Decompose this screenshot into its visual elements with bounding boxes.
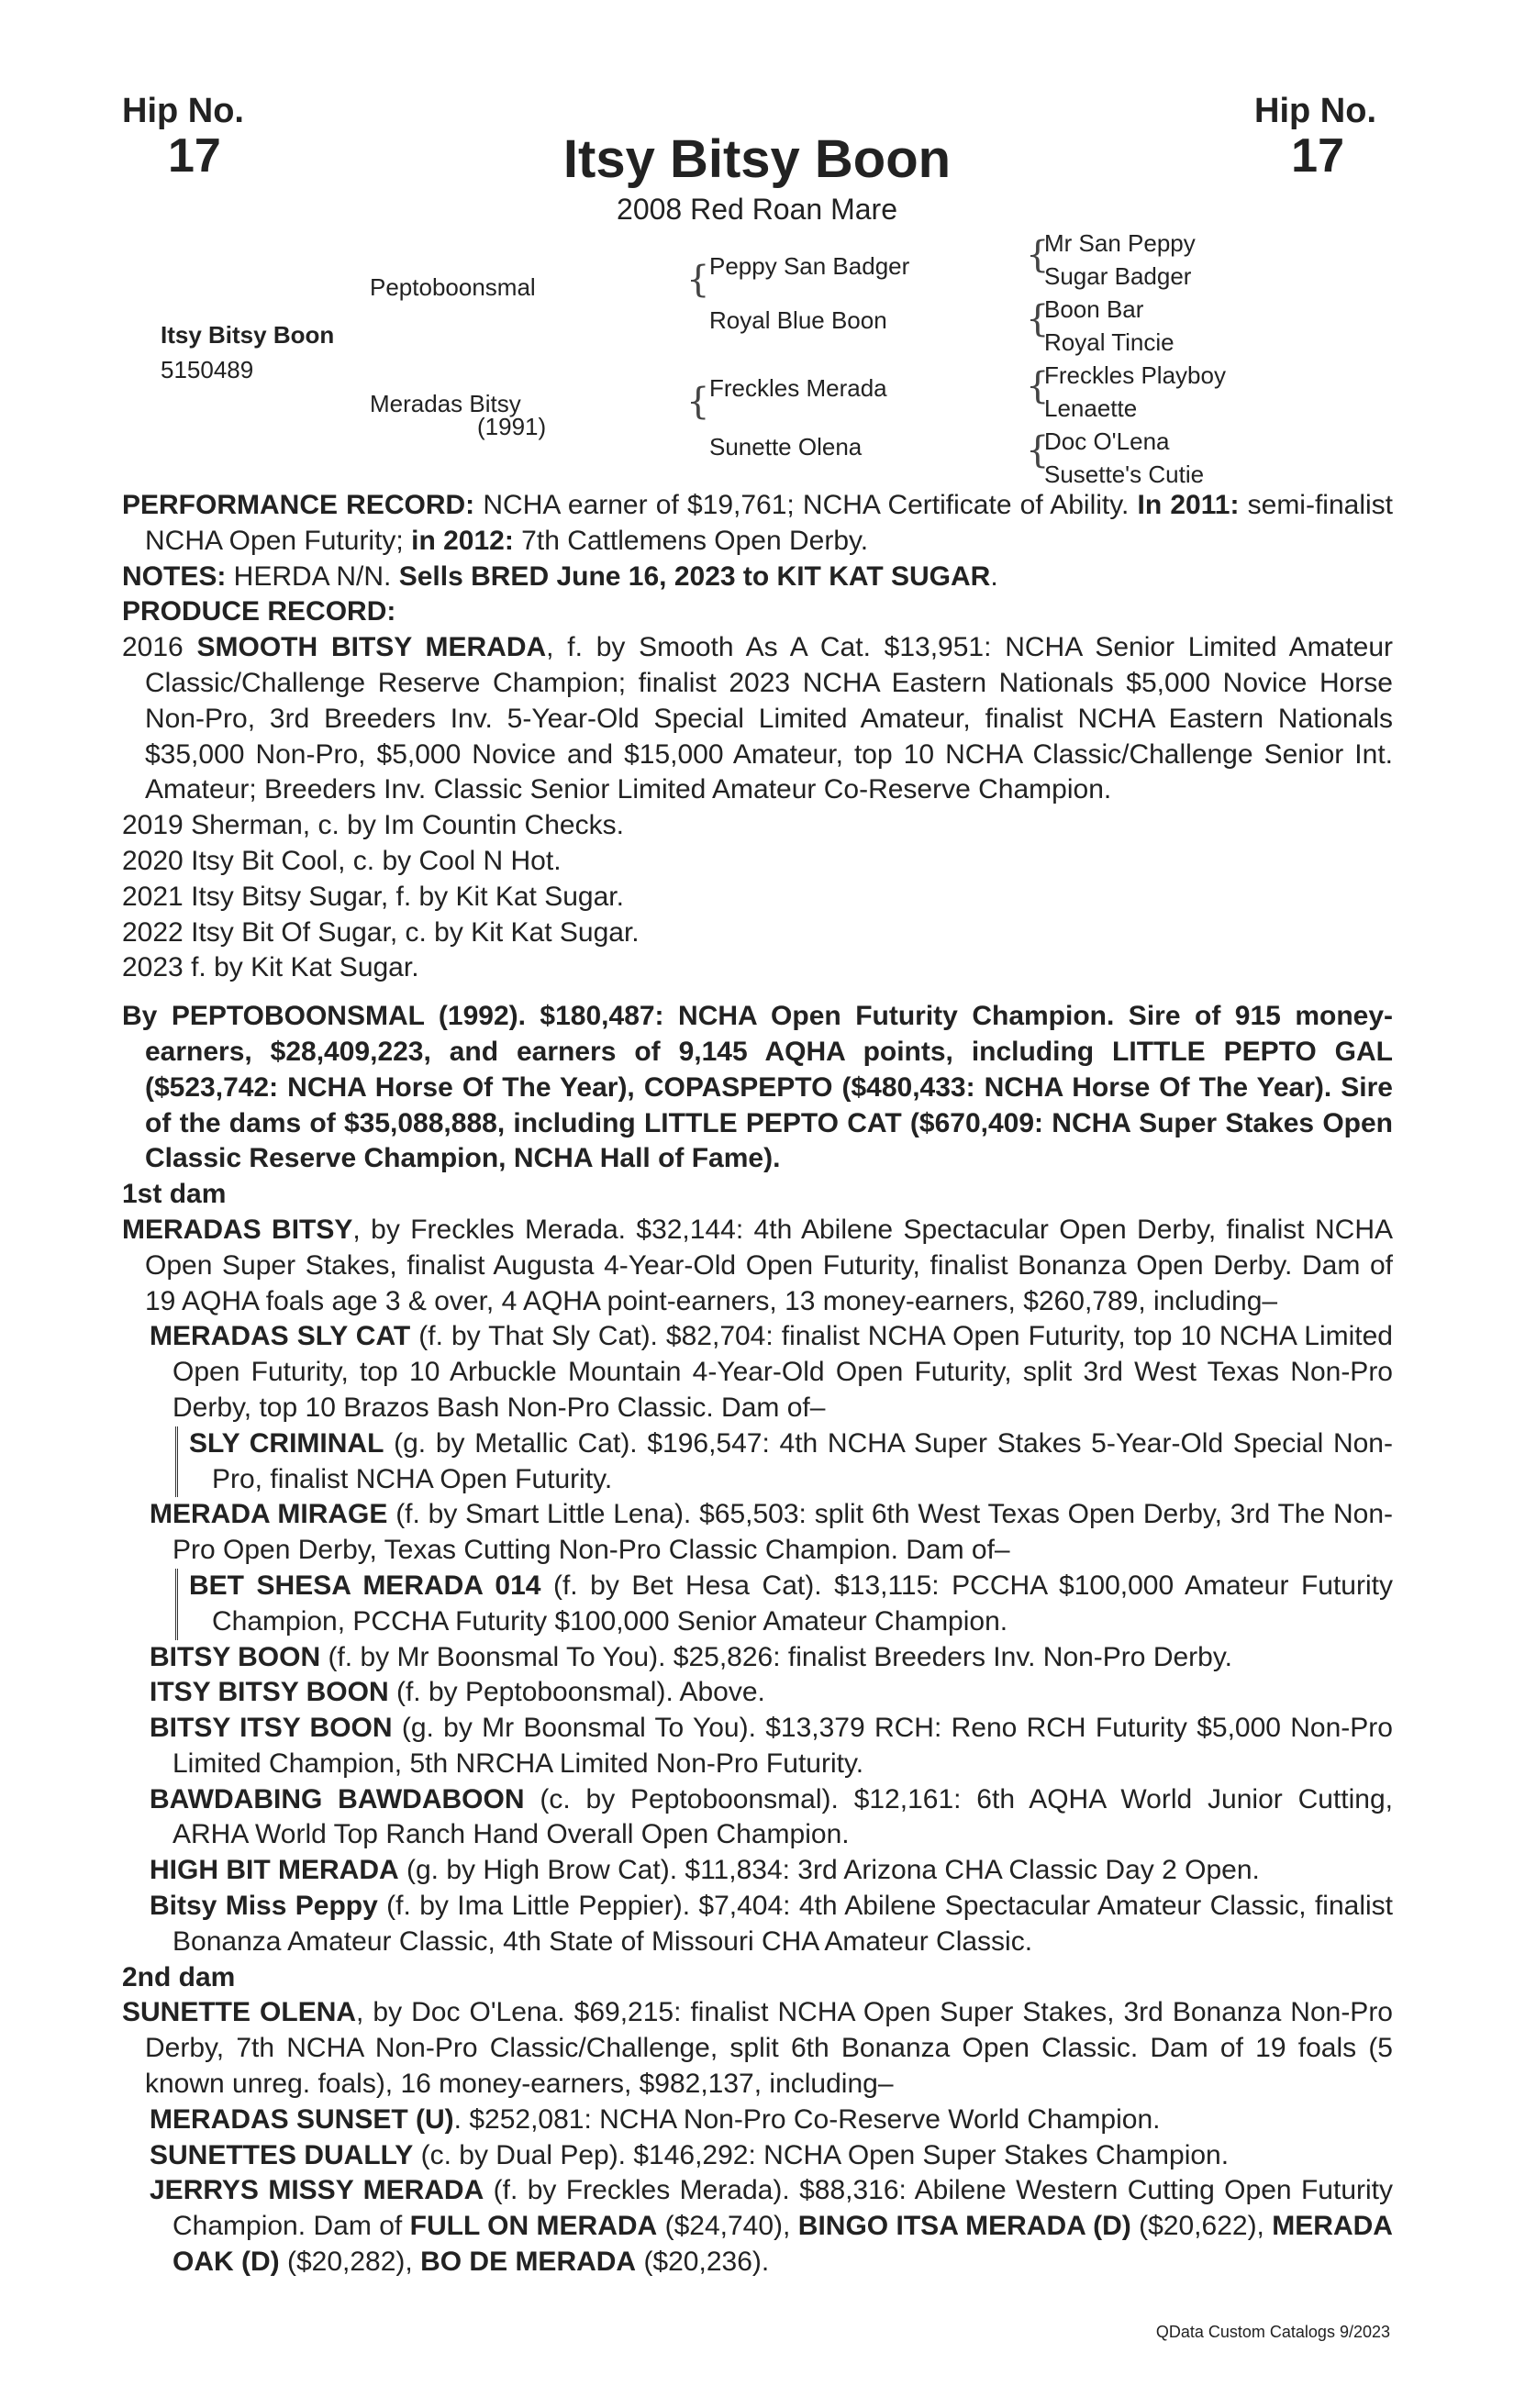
offspring-text: ($20,622), bbox=[1130, 2211, 1273, 2242]
offspring-name: MERADAS SUNSET (U) bbox=[150, 2103, 454, 2135]
offspring-text: (f. by Mr Boonsmal To You). $25,826: finalist Breeders Inv. Non-Pro Derby. bbox=[320, 1641, 1232, 1672]
brace-icon: { bbox=[686, 381, 710, 423]
dam2-text: , by Doc O'Lena. $69,215: finalist NCHA Open Super Stakes, 3rd Bonanza Non-Pro Derby, 7th NCHA Non-Pro Classic/Challenge, split 6th Bonanza Open Classic. Dam of 19 foals (5 known unreg. foals), 16 money-earners, $982,137, including– bbox=[145, 1997, 1393, 2100]
pedigree-sire-sire: Peppy San Badger bbox=[709, 252, 910, 280]
dam2-heading: 2nd dam bbox=[122, 1961, 236, 1992]
offspring-text: ($20,282), bbox=[279, 2247, 421, 2278]
brace-icon: { bbox=[1026, 298, 1050, 340]
offspring-text: (g. by High Brow Cat). $11,834: 3rd Arizona CHA Classic Day 2 Open. bbox=[398, 1855, 1260, 1886]
offspring-entry bbox=[122, 1782, 1393, 1854]
offspring-name: BITSY ITSY BOON bbox=[150, 1713, 393, 1744]
grand-offspring-block bbox=[175, 1569, 1393, 1640]
pedigree-g4: Royal Tincie bbox=[1044, 328, 1174, 356]
page-subtitle: 2008 Red Roan Mare bbox=[617, 193, 897, 226]
brace-icon: { bbox=[1026, 234, 1050, 276]
produce-item: 2021 Itsy Bitsy Sugar, f. by Kit Kat Sugar. bbox=[122, 881, 624, 912]
offspring-name: BITSY BOON bbox=[150, 1641, 321, 1672]
hip-number-right: 17 bbox=[1291, 129, 1344, 183]
pedigree-subject: Itsy Bitsy Boon bbox=[161, 321, 335, 349]
offspring-text: (f. by Freckles Merada). $88,316: Abilene Western Cutting Open Futurity Champion. Dam of bbox=[173, 2175, 1393, 2242]
offspring-name: BINGO ITSA MERADA (D) bbox=[797, 2211, 1131, 2242]
dam2-paragraph bbox=[122, 1995, 1393, 2102]
offspring-text: (c. by Dual Pep). $146,292: NCHA Open Super Stakes Champion. bbox=[413, 2139, 1230, 2170]
pedigree-sire-dam: Royal Blue Boon bbox=[709, 306, 887, 334]
offspring-entry bbox=[122, 1319, 1393, 1426]
produce-item: 2019 Sherman, c. by Im Countin Checks. bbox=[122, 810, 624, 841]
offspring-name: FULL ON MERADA bbox=[409, 2211, 658, 2242]
produce-text: , f. by Smooth As A Cat. $13,951: NCHA Senior Limited Amateur Classic/Challenge Reserve Champion; finalist 2023 NCHA Eastern Nationals $5,000 Novice Horse Non-Pro, 3rd Breeders Inv. 5-Year-Old Special Limited Amateur, finalist NCHA Eastern Nationals $35,000 Non-Pro, $5,000 Novice and $15,000 Amateur, top 10 NCHA Classic/Challenge Senior Int. Amateur; Breeders Inv. Classic Senior Limited Amateur Co-Reserve Champion. bbox=[145, 632, 1394, 805]
sire-paragraph: By PEPTOBOONSMAL (1992). $180,487: NCHA Open Futurity Champion. Sire of 915 money-earners, $28,409,223, and earners of 9,145 AQHA points, including LITTLE PEPTO GAL ($523,742: NCHA Horse Of The Year), COPASPEPTO ($480,433: NCHA Horse Of The Year). Sire of the dams of $35,088,888, including LITTLE PEPTO CAT ($670,409: NCHA Super Stakes Open Classic Reserve Champion, NCHA Hall of Fame). bbox=[122, 1001, 1393, 1174]
dam1-paragraph bbox=[122, 1213, 1393, 1319]
offspring-name: Bitsy Miss Peppy bbox=[150, 1891, 378, 1922]
performance-2011: In 2011: bbox=[1137, 490, 1240, 520]
dam1-name: MERADAS BITSY bbox=[122, 1214, 353, 1245]
notes-text: HERDA N/N. bbox=[226, 560, 399, 592]
performance-text: 7th Cattlemens Open Derby. bbox=[513, 525, 869, 556]
offspring-name: BO DE MERADA bbox=[420, 2247, 637, 2278]
grand-offspring-entry bbox=[189, 1426, 1393, 1498]
pedigree-dam-dam: Sunette Olena bbox=[709, 433, 863, 461]
produce-item bbox=[122, 630, 1393, 808]
offspring-text: (f. by Peptoboonsmal). Above. bbox=[388, 1677, 765, 1708]
offspring-name: BET SHESA MERADA 014 bbox=[189, 1570, 541, 1601]
offspring-name: ITSY BITSY BOON bbox=[150, 1677, 389, 1708]
dam1-heading: 1st dam bbox=[122, 1179, 227, 1210]
offspring-entry bbox=[122, 1853, 1393, 1889]
page-title: Itsy Bitsy Boon bbox=[562, 129, 952, 189]
offspring-text: . $252,081: NCHA Non-Pro Co-Reserve World Champion. bbox=[453, 2103, 1161, 2135]
performance-text: semi-finalist NCHA Open Futurity; bbox=[145, 490, 1393, 556]
pedigree-g6: Lenaette bbox=[1044, 394, 1138, 422]
performance-2012: in 2012: bbox=[411, 525, 514, 556]
offspring-name: SLY CRIMINAL bbox=[189, 1427, 384, 1459]
hip-label-right: Hip No. bbox=[1254, 92, 1376, 130]
pedigree-sire: Peptoboonsmal bbox=[370, 273, 536, 301]
offspring-name: MERADA MIRAGE bbox=[150, 1499, 388, 1530]
offspring-text: (f. by Bet Hesa Cat). $13,115: PCCHA $100,000 Amateur Futurity Champion, PCCHA Futurity $100,000 Senior Amateur Champion. bbox=[212, 1570, 1393, 1637]
produce-item: 2020 Itsy Bit Cool, c. by Cool N Hot. bbox=[122, 845, 562, 876]
pedigree-g7: Doc O'Lena bbox=[1044, 427, 1170, 455]
brace-icon: { bbox=[1026, 365, 1050, 407]
offspring-entry bbox=[122, 1497, 1393, 1569]
offspring-entry bbox=[122, 1889, 1393, 1960]
grand-offspring-block bbox=[175, 1426, 1393, 1498]
offspring-entry bbox=[122, 1640, 1393, 1676]
offspring-text: (f. by Ima Little Peppier). $7,404: 4th Abilene Spectacular Amateur Classic, finalist Bonanza Amateur Classic, 4th State of Missouri CHA Amateur Classic. bbox=[173, 1891, 1393, 1957]
performance-text: NCHA earner of $19,761; NCHA Certificate of Ability. bbox=[474, 490, 1138, 520]
grand-offspring-entry bbox=[189, 1569, 1393, 1640]
dam2-name: SUNETTE OLENA bbox=[122, 1997, 357, 2028]
pedigree-g2: Sugar Badger bbox=[1044, 262, 1192, 290]
pedigree-g3: Boon Bar bbox=[1044, 295, 1144, 323]
offspring-entry bbox=[122, 2103, 1393, 2138]
notes-breeding: Sells BRED June 16, 2023 to KIT KAT SUGAR bbox=[398, 560, 991, 592]
hip-number-left: 17 bbox=[168, 129, 221, 183]
offspring-entry bbox=[122, 2138, 1393, 2174]
produce-item: 2023 f. by Kit Kat Sugar. bbox=[122, 952, 419, 983]
performance-record bbox=[122, 488, 1393, 560]
produce-item: 2022 Itsy Bit Of Sugar, c. by Kit Kat Sugar. bbox=[122, 916, 640, 948]
brace-icon: { bbox=[1026, 429, 1050, 472]
performance-label: PERFORMANCE RECORD: bbox=[122, 490, 475, 520]
pedigree-g1: Mr San Peppy bbox=[1044, 229, 1196, 257]
brace-icon: { bbox=[686, 259, 710, 301]
produce-year: 2016 bbox=[122, 632, 197, 663]
offspring-text: (g. by Metallic Cat). $196,547: 4th NCHA Super Stakes 5-Year-Old Special Non-Pro, finalist NCHA Open Futurity. bbox=[212, 1427, 1393, 1494]
offspring-name: MERADA OAK (D) bbox=[173, 2211, 1393, 2278]
notes bbox=[122, 560, 1393, 595]
offspring-name: MERADAS SLY CAT bbox=[150, 1321, 411, 1352]
pedigree-reg-number: 5150489 bbox=[161, 356, 254, 383]
pedigree-dam: Meradas Bitsy bbox=[370, 390, 521, 417]
offspring-name: HIGH BIT MERADA bbox=[150, 1855, 399, 1886]
pedigree-dam-year: (1991) bbox=[477, 413, 547, 440]
offspring-name: SUNETTES DUALLY bbox=[150, 2139, 414, 2170]
produce-label: PRODUCE RECORD: bbox=[122, 596, 396, 627]
offspring-entry bbox=[122, 1675, 1393, 1711]
hip-label-left: Hip No. bbox=[122, 92, 244, 130]
produce-name: SMOOTH BITSY MERADA bbox=[196, 632, 547, 663]
offspring-text: (f. by That Sly Cat). $82,704: finalist NCHA Open Futurity, top 10 NCHA Limited Open Futurity, top 10 Arbuckle Mountain 4-Year-Old Open Futurity, split 3rd West Texas Non-Pro Derby, top 10 Brazos Bash Non-Pro Classic. Dam of– bbox=[173, 1321, 1393, 1423]
offspring-name: JERRYS MISSY MERADA bbox=[150, 2175, 484, 2206]
offspring-entry bbox=[122, 2173, 1393, 2280]
dam1-text: , by Freckles Merada. $32,144: 4th Abilene Spectacular Open Derby, finalist NCHA Open Super Stakes, finalist Augusta 4-Year-Old Open Futurity, finalist Bonanza Open Derby. Dam of 19 AQHA foals age 3 & over, 4 AQHA point-earners, 13 money-earners, $260,789, including– bbox=[145, 1214, 1393, 1316]
pedigree-g5: Freckles Playboy bbox=[1044, 361, 1226, 389]
notes-end: . bbox=[990, 560, 998, 592]
offspring-text: (c. by Peptoboonsmal). $12,161: 6th AQHA World Junior Cutting, ARHA World Top Ranch Hand Overall Open Champion. bbox=[173, 1783, 1393, 1850]
offspring-name: BAWDABING BAWDABOON bbox=[150, 1783, 525, 1814]
pedigree-g8: Susette's Cutie bbox=[1044, 461, 1205, 488]
offspring-text: (g. by Mr Boonsmal To You). $13,379 RCH: Reno RCH Futurity $5,000 Non-Pro Limited Champion, 5th NRCHA Limited Non-Pro Futurity. bbox=[173, 1713, 1393, 1779]
footer-credit: QData Custom Catalogs 9/2023 bbox=[1155, 2323, 1390, 2341]
offspring-entry bbox=[122, 1711, 1393, 1782]
notes-label: NOTES: bbox=[122, 560, 227, 592]
offspring-text: (f. by Smart Little Lena). $65,503: split 6th West Texas Open Derby, 3rd The Non-Pro Open Derby, Texas Cutting Non-Pro Classic Champion. Dam of– bbox=[173, 1499, 1393, 1566]
pedigree-dam-sire: Freckles Merada bbox=[709, 374, 887, 402]
offspring-text: ($24,740), bbox=[657, 2211, 798, 2242]
offspring-text: ($20,236). bbox=[636, 2247, 770, 2278]
catalog-body bbox=[122, 488, 1393, 2280]
